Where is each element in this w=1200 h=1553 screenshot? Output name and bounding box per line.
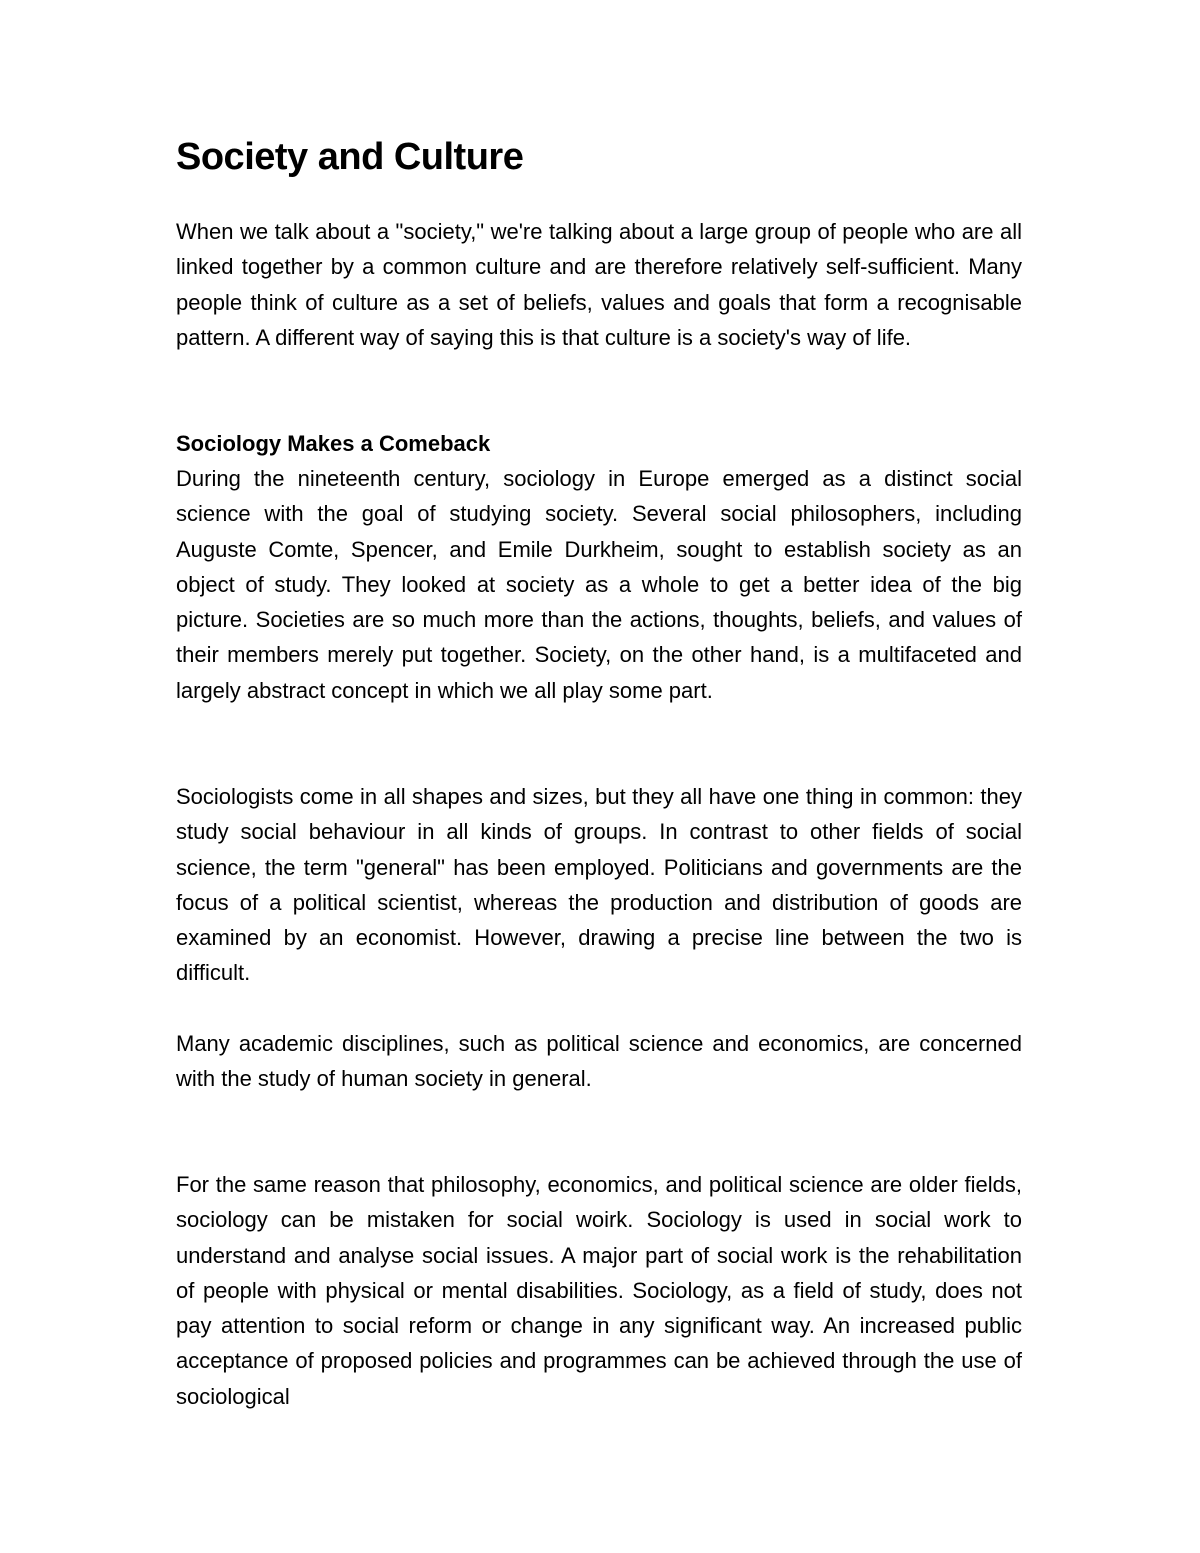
section-heading: Sociology Makes a Comeback [176,431,491,456]
intro-paragraph: When we talk about a "society," we're talking about a large group of people who are all linked together by a common culture and are therefore relatively self-sufficient. Many people think of culture as a set of beliefs, values and goals that form a recognisable pattern. A different way of saying this is that culture is a society's way of life. [176,219,1022,350]
body-paragraph-4: For the same reason that philosophy, economics, and political science are older fields, sociology can be mistaken for social woirk. Sociology is used in social work to understand and analyse social issues. A major part of social work is the rehabilitation of people with physical or mental disabilities. Sociology, as a field of study, does not pay attention to social reform or change in any significant way. An increased public acceptance of proposed policies and programmes can be achieved through the use of sociological [176,1172,1022,1409]
document-title: Society and Culture [176,136,524,178]
body-paragraph-1: During the nineteenth century, sociology in Europe emerged as a distinct social science with the goal of studying society. Several social philosophers, including Auguste Comte, Spencer, and Emile Durkheim, sought to establish society as an object of study. They looked at society as a whole to get a better idea of the big picture. Societies are so much more than the actions, thoughts, beliefs, and values of their members merely put together. Society, on the other hand, is a multifaceted and largely abstract concept in which we all play some part. [176,466,1022,703]
body-paragraph-3: Many academic disciplines, such as political science and economics, are concerned with the study of human society in general. [176,1031,1022,1092]
body-paragraph-2: Sociologists come in all shapes and sizes, but they all have one thing in common: they study social behaviour in all kinds of groups. In contrast to other fields of social science, the term "general" has been employed. Politicians and governments are the focus of a political scientist, whereas the production and distribution of goods are examined by an economist. However, drawing a precise line between the two is difficult. [176,784,1022,986]
